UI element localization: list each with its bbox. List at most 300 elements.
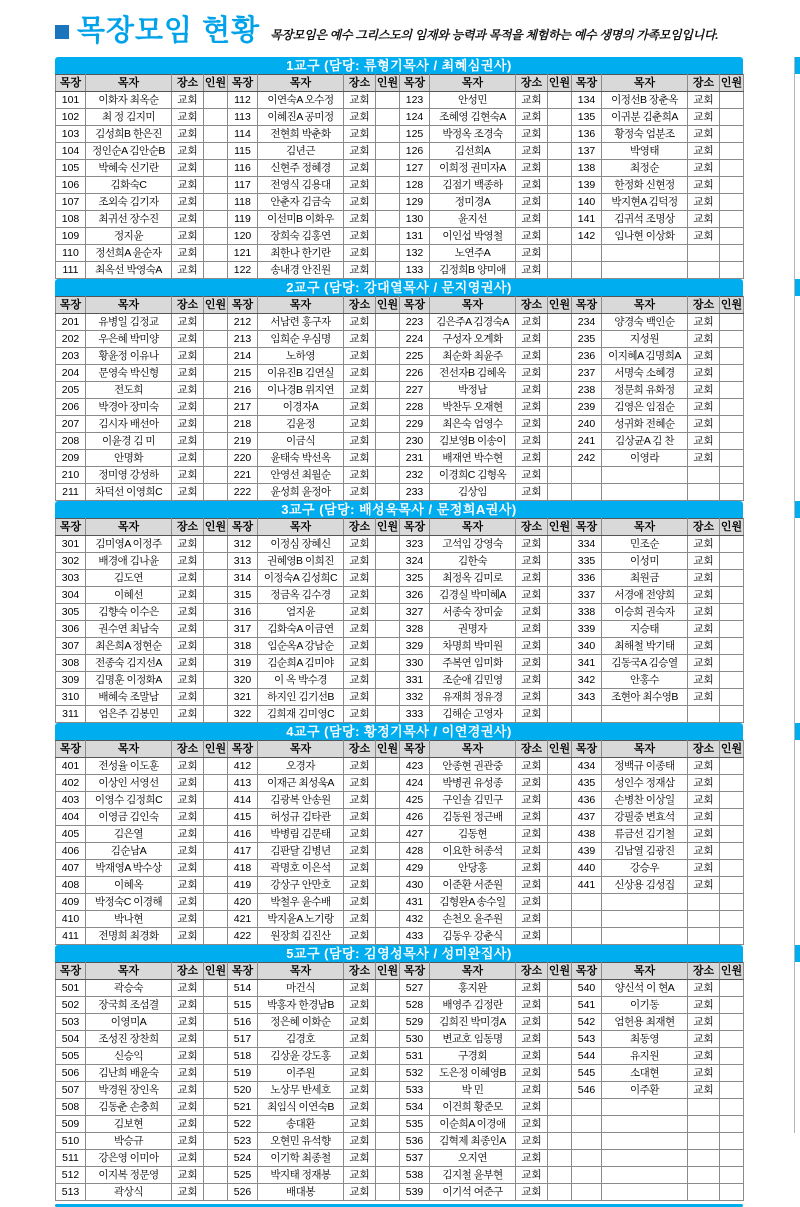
cell-number: 136 xyxy=(572,126,602,143)
cell-pastor-name: 안성민 xyxy=(430,92,516,109)
cell-count xyxy=(204,621,228,638)
column-header: 목장 xyxy=(228,741,258,758)
cell-place: 교회 xyxy=(688,997,720,1014)
cell-number: 110 xyxy=(56,245,86,262)
column-header: 인원 xyxy=(204,963,228,980)
column-header: 목자 xyxy=(430,519,516,536)
cell-count xyxy=(548,143,572,160)
table-row xyxy=(56,928,744,945)
cell-count xyxy=(720,1082,744,1099)
cell-number: 523 xyxy=(228,1133,258,1150)
cell-place: 교회 xyxy=(516,143,548,160)
column-header: 인원 xyxy=(720,75,744,92)
table-row xyxy=(56,894,744,911)
cell-pastor-name: 이건희 황준모 xyxy=(430,1099,516,1116)
cell-count xyxy=(720,177,744,194)
cell-place: 교회 xyxy=(516,809,548,826)
cell-pastor-name: 안당홍 xyxy=(430,860,516,877)
cell-count xyxy=(548,1150,572,1167)
cell-place xyxy=(688,1133,720,1150)
cell-number: 539 xyxy=(400,1184,430,1201)
cell-pastor-name xyxy=(602,911,688,928)
cell-count xyxy=(720,911,744,928)
cell-pastor-name: 황정숙 엄분조 xyxy=(602,126,688,143)
cell-number: 336 xyxy=(572,570,602,587)
cell-place: 교회 xyxy=(516,1150,548,1167)
cell-place: 교회 xyxy=(172,1014,204,1031)
cell-place: 교회 xyxy=(344,1167,376,1184)
cell-count xyxy=(376,672,400,689)
column-header: 목장 xyxy=(572,519,602,536)
cell-place: 교회 xyxy=(688,450,720,467)
cell-number: 312 xyxy=(228,536,258,553)
table-row xyxy=(56,604,744,621)
column-header: 목장 xyxy=(56,75,86,92)
table-row xyxy=(56,365,744,382)
cell-count xyxy=(376,484,400,501)
column-header: 목장 xyxy=(228,75,258,92)
cell-number: 322 xyxy=(228,706,258,723)
table-row xyxy=(56,570,744,587)
cell-pastor-name: 한정화 신현정 xyxy=(602,177,688,194)
cell-count xyxy=(376,911,400,928)
cell-place: 교회 xyxy=(172,92,204,109)
table-row xyxy=(56,348,744,365)
cell-count xyxy=(548,604,572,621)
cell-number: 105 xyxy=(56,160,86,177)
cell-place: 교회 xyxy=(516,348,548,365)
cell-place: 교회 xyxy=(172,843,204,860)
cell-count xyxy=(204,997,228,1014)
cell-count xyxy=(720,467,744,484)
cell-count xyxy=(376,1065,400,1082)
cell-number: 531 xyxy=(400,1048,430,1065)
cell-count xyxy=(204,604,228,621)
cell-place: 교회 xyxy=(172,1031,204,1048)
cell-place: 교회 xyxy=(344,1048,376,1065)
cell-number: 331 xyxy=(400,672,430,689)
cell-place: 교회 xyxy=(516,92,548,109)
cell-place: 교회 xyxy=(688,433,720,450)
cell-place: 교회 xyxy=(688,758,720,775)
cell-count xyxy=(548,553,572,570)
cell-number: 330 xyxy=(400,655,430,672)
cell-number: 429 xyxy=(400,860,430,877)
cell-place: 교회 xyxy=(516,621,548,638)
cell-place: 교회 xyxy=(688,570,720,587)
cell-count xyxy=(720,1133,744,1150)
cell-pastor-name: 임희순 우심명 xyxy=(258,331,344,348)
cell-place: 교회 xyxy=(344,536,376,553)
cell-count xyxy=(376,331,400,348)
cell-place: 교회 xyxy=(516,638,548,655)
table-row xyxy=(56,1031,744,1048)
cell-number: 516 xyxy=(228,1014,258,1031)
cell-count xyxy=(204,1031,228,1048)
cell-number: 210 xyxy=(56,467,86,484)
cell-pastor-name: 박나현 xyxy=(86,911,172,928)
cell-pastor-name: 신승익 xyxy=(86,1048,172,1065)
cell-count xyxy=(376,1014,400,1031)
table-row xyxy=(56,1167,744,1184)
cell-place: 교회 xyxy=(344,1014,376,1031)
cell-count xyxy=(548,1048,572,1065)
page-subtitle: 목장모임은 예수 그리스도의 임재와 능력과 목적을 체험하는 예수 생명의 가족모임입니다. xyxy=(270,27,719,42)
cell-pastor-name: 최동영 xyxy=(602,1031,688,1048)
cell-pastor-name: 박정옥 조경숙 xyxy=(430,126,516,143)
cell-pastor-name: 안종현 권관중 xyxy=(430,758,516,775)
cell-number: 113 xyxy=(228,109,258,126)
cell-number: 501 xyxy=(56,980,86,997)
cell-pastor-name: 이금식 xyxy=(258,433,344,450)
roster-table xyxy=(55,962,744,1201)
cell-count xyxy=(720,621,744,638)
cell-number: 317 xyxy=(228,621,258,638)
cell-count xyxy=(548,177,572,194)
cell-number: 308 xyxy=(56,655,86,672)
cell-number: 502 xyxy=(56,997,86,1014)
cell-place: 교회 xyxy=(688,655,720,672)
cell-number: 424 xyxy=(400,775,430,792)
column-header: 목장 xyxy=(228,963,258,980)
cell-number: 318 xyxy=(228,638,258,655)
cell-pastor-name: 오경자 xyxy=(258,758,344,775)
cell-count xyxy=(548,126,572,143)
column-header: 목장 xyxy=(400,963,430,980)
cell-pastor-name: 엄지윤 xyxy=(258,604,344,621)
cell-pastor-name: 최 정 김지미 xyxy=(86,109,172,126)
cell-number: 337 xyxy=(572,587,602,604)
table-row xyxy=(56,706,744,723)
table-row xyxy=(56,860,744,877)
cell-place: 교회 xyxy=(344,604,376,621)
cell-pastor-name: 최은희A 정현순 xyxy=(86,638,172,655)
cell-place: 교회 xyxy=(172,911,204,928)
cell-count xyxy=(720,245,744,262)
cell-count xyxy=(548,245,572,262)
cell-pastor-name: 배재연 박수현 xyxy=(430,450,516,467)
cell-count xyxy=(376,570,400,587)
cell-count xyxy=(204,1167,228,1184)
cell-place: 교회 xyxy=(516,177,548,194)
cell-pastor-name: 신상용 김성집 xyxy=(602,877,688,894)
cell-number: 141 xyxy=(572,211,602,228)
cell-count xyxy=(376,433,400,450)
cell-number: 208 xyxy=(56,433,86,450)
cell-number: 108 xyxy=(56,211,86,228)
cell-place: 교회 xyxy=(344,1133,376,1150)
cell-pastor-name: 김보영B 이송이 xyxy=(430,433,516,450)
cell-pastor-name: 이영금 김인숙 xyxy=(86,809,172,826)
cell-count xyxy=(204,775,228,792)
cell-number: 319 xyxy=(228,655,258,672)
cell-pastor-name: 이희정 권미자A xyxy=(430,160,516,177)
cell-number: 402 xyxy=(56,775,86,792)
column-header: 목장 xyxy=(228,297,258,314)
cell-place: 교회 xyxy=(688,689,720,706)
cell-pastor-name: 이혜선 xyxy=(86,587,172,604)
roster-table xyxy=(55,74,744,279)
cell-count xyxy=(376,706,400,723)
cell-count xyxy=(204,928,228,945)
section xyxy=(55,57,743,279)
cell-number: 403 xyxy=(56,792,86,809)
cell-pastor-name: 김명훈 이정화A xyxy=(86,672,172,689)
cell-pastor-name: 배대봉 xyxy=(258,1184,344,1201)
cell-pastor-name: 정지윤 xyxy=(86,228,172,245)
cell-count xyxy=(376,92,400,109)
cell-count xyxy=(720,604,744,621)
cell-pastor-name: 이윤경 김 미 xyxy=(86,433,172,450)
cell-pastor-name: 김보현 xyxy=(86,1116,172,1133)
cell-place: 교회 xyxy=(344,467,376,484)
cell-pastor-name: 박재영A 박수상 xyxy=(86,860,172,877)
cell-number: 527 xyxy=(400,980,430,997)
cell-place: 교회 xyxy=(516,604,548,621)
cell-count xyxy=(204,314,228,331)
cell-pastor-name: 김선희A xyxy=(430,143,516,160)
cell-pastor-name: 강은영 이미아 xyxy=(86,1150,172,1167)
table-row xyxy=(56,621,744,638)
cell-number: 532 xyxy=(400,1065,430,1082)
cell-pastor-name: 김성희B 한은진 xyxy=(86,126,172,143)
cell-pastor-name: 최순화 최윤주 xyxy=(430,348,516,365)
cell-pastor-name: 정미영 강성하 xyxy=(86,467,172,484)
cell-count xyxy=(204,672,228,689)
cell-number: 422 xyxy=(228,928,258,945)
cell-number: 528 xyxy=(400,997,430,1014)
cell-pastor-name: 노상무 반세호 xyxy=(258,1082,344,1099)
cell-number: 519 xyxy=(228,1065,258,1082)
cell-place: 교회 xyxy=(688,109,720,126)
table-row xyxy=(56,1065,744,1082)
cell-place: 교회 xyxy=(344,211,376,228)
cell-count xyxy=(720,331,744,348)
cell-count xyxy=(376,228,400,245)
column-header: 목장 xyxy=(400,75,430,92)
cell-number: 427 xyxy=(400,826,430,843)
column-header: 인원 xyxy=(376,297,400,314)
column-header: 목장 xyxy=(572,963,602,980)
cell-number: 242 xyxy=(572,450,602,467)
cell-number: 124 xyxy=(400,109,430,126)
cell-place: 교회 xyxy=(516,211,548,228)
cell-count xyxy=(548,1133,572,1150)
column-header: 장소 xyxy=(688,519,720,536)
cell-count xyxy=(548,1065,572,1082)
cell-pastor-name: 정은혜 이화순 xyxy=(258,1014,344,1031)
cell-number: 408 xyxy=(56,877,86,894)
cell-number: 503 xyxy=(56,1014,86,1031)
column-header: 인원 xyxy=(548,741,572,758)
table-row xyxy=(56,399,744,416)
cell-place xyxy=(688,706,720,723)
cell-pastor-name: 김지철 윤부현 xyxy=(430,1167,516,1184)
cell-place: 교회 xyxy=(344,365,376,382)
cell-count xyxy=(720,570,744,587)
cell-number: 304 xyxy=(56,587,86,604)
cell-place: 교회 xyxy=(344,877,376,894)
cell-count xyxy=(204,382,228,399)
table-row xyxy=(56,160,744,177)
column-header: 목자 xyxy=(430,963,516,980)
cell-place: 교회 xyxy=(688,160,720,177)
cell-pastor-name: 조외숙 김기자 xyxy=(86,194,172,211)
table-row xyxy=(56,1099,744,1116)
cell-place: 교회 xyxy=(172,877,204,894)
section xyxy=(55,279,743,501)
cell-count xyxy=(204,638,228,655)
cell-number: 505 xyxy=(56,1048,86,1065)
cell-pastor-name: 이상인 서영선 xyxy=(86,775,172,792)
cell-number: 209 xyxy=(56,450,86,467)
cell-place: 교회 xyxy=(344,826,376,843)
cell-count xyxy=(204,433,228,450)
cell-pastor-name: 서남련 홍구자 xyxy=(258,314,344,331)
cell-number: 325 xyxy=(400,570,430,587)
cell-count xyxy=(720,689,744,706)
cell-count xyxy=(204,860,228,877)
cell-pastor-name: 이 옥 박수경 xyxy=(258,672,344,689)
cell-pastor-name: 박영태 xyxy=(602,143,688,160)
cell-count xyxy=(548,1116,572,1133)
table-row xyxy=(56,92,744,109)
column-header: 목자 xyxy=(258,519,344,536)
cell-count xyxy=(204,1184,228,1201)
cell-number: 323 xyxy=(400,536,430,553)
cell-number: 544 xyxy=(572,1048,602,1065)
cell-pastor-name: 김은주A 김경숙A xyxy=(430,314,516,331)
cell-count xyxy=(548,536,572,553)
cell-place: 교회 xyxy=(172,1065,204,1082)
cell-number: 332 xyxy=(400,689,430,706)
cell-pastor-name: 이영미A xyxy=(86,1014,172,1031)
table-row xyxy=(56,672,744,689)
cell-number: 416 xyxy=(228,826,258,843)
cell-place: 교회 xyxy=(344,348,376,365)
cell-place: 교회 xyxy=(688,382,720,399)
cell-place: 교회 xyxy=(516,1031,548,1048)
cell-pastor-name: 지승태 xyxy=(602,621,688,638)
cell-pastor-name: 이기석 여준구 xyxy=(430,1184,516,1201)
cell-number: 315 xyxy=(228,587,258,604)
cell-number: 122 xyxy=(228,262,258,279)
cell-pastor-name: 박경원 장인옥 xyxy=(86,1082,172,1099)
cell-pastor-name: 박정숙C 이경해 xyxy=(86,894,172,911)
cell-number: 237 xyxy=(572,365,602,382)
cell-place: 교회 xyxy=(172,894,204,911)
section-title: 2교구 (담당: 강대열목사 / 문지영권사) xyxy=(55,279,743,296)
cell-pastor-name: 윤지선 xyxy=(430,211,516,228)
cell-count xyxy=(204,894,228,911)
cell-number: 212 xyxy=(228,314,258,331)
cell-number: 534 xyxy=(400,1099,430,1116)
cell-place: 교회 xyxy=(516,843,548,860)
cell-pastor-name: 문영숙 박신형 xyxy=(86,365,172,382)
cell-count xyxy=(204,92,228,109)
table-row xyxy=(56,1116,744,1133)
cell-count xyxy=(376,1031,400,1048)
cell-count xyxy=(376,467,400,484)
cell-number: 114 xyxy=(228,126,258,143)
cell-number: 540 xyxy=(572,980,602,997)
column-header: 인원 xyxy=(548,963,572,980)
cell-number: 538 xyxy=(400,1167,430,1184)
table-row xyxy=(56,638,744,655)
cell-number: 543 xyxy=(572,1031,602,1048)
cell-number: 205 xyxy=(56,382,86,399)
cell-number: 117 xyxy=(228,177,258,194)
column-header: 목자 xyxy=(258,963,344,980)
cell-place: 교회 xyxy=(344,399,376,416)
cell-count xyxy=(548,997,572,1014)
cell-pastor-name: 최옥선 박영숙A xyxy=(86,262,172,279)
column-header: 목자 xyxy=(602,519,688,536)
cell-pastor-name: 김난희 배윤숙 xyxy=(86,1065,172,1082)
cell-count xyxy=(376,536,400,553)
cell-place: 교회 xyxy=(688,621,720,638)
cell-place: 교회 xyxy=(516,997,548,1014)
cell-number: 140 xyxy=(572,194,602,211)
section-title: 3교구 (담당: 배성욱목사 / 문정희A권사) xyxy=(55,501,743,518)
cell-pastor-name: 송대환 xyxy=(258,1116,344,1133)
cell-place: 교회 xyxy=(688,809,720,826)
cell-place: 교회 xyxy=(516,1116,548,1133)
cell-number: 335 xyxy=(572,553,602,570)
cell-place xyxy=(688,484,720,501)
cell-place: 교회 xyxy=(344,245,376,262)
cell-pastor-name: 김동국A 김승열 xyxy=(602,655,688,672)
cell-pastor-name xyxy=(602,262,688,279)
cell-pastor-name: 노하영 xyxy=(258,348,344,365)
cell-number xyxy=(572,1099,602,1116)
cell-number: 123 xyxy=(400,92,430,109)
column-header: 인원 xyxy=(548,75,572,92)
cell-count xyxy=(204,809,228,826)
cell-pastor-name: 원장희 김진산 xyxy=(258,928,344,945)
cell-number: 529 xyxy=(400,1014,430,1031)
cell-count xyxy=(204,980,228,997)
cell-number: 111 xyxy=(56,262,86,279)
cell-pastor-name: 김윤정 xyxy=(258,416,344,433)
cell-place: 교회 xyxy=(688,365,720,382)
cell-count xyxy=(376,245,400,262)
table-row xyxy=(56,655,744,672)
cell-pastor-name: 정금옥 김수경 xyxy=(258,587,344,604)
cell-pastor-name: 곽승숙 xyxy=(86,980,172,997)
cell-place: 교회 xyxy=(516,775,548,792)
cell-number: 138 xyxy=(572,160,602,177)
cell-count xyxy=(548,348,572,365)
cell-pastor-name: 정문희 유화정 xyxy=(602,382,688,399)
cell-place: 교회 xyxy=(172,1082,204,1099)
cell-count xyxy=(548,672,572,689)
table-row xyxy=(56,1082,744,1099)
cell-pastor-name: 유병일 김정교 xyxy=(86,314,172,331)
cell-place: 교회 xyxy=(688,1082,720,1099)
cell-count xyxy=(376,758,400,775)
cell-place: 교회 xyxy=(172,536,204,553)
table-row xyxy=(56,194,744,211)
cell-number: 121 xyxy=(228,245,258,262)
cell-number: 239 xyxy=(572,399,602,416)
cell-pastor-name: 김순남A xyxy=(86,843,172,860)
cell-pastor-name: 김남열 김광진 xyxy=(602,843,688,860)
cell-number: 229 xyxy=(400,416,430,433)
cell-count xyxy=(376,689,400,706)
cell-number: 112 xyxy=(228,92,258,109)
cell-number: 116 xyxy=(228,160,258,177)
